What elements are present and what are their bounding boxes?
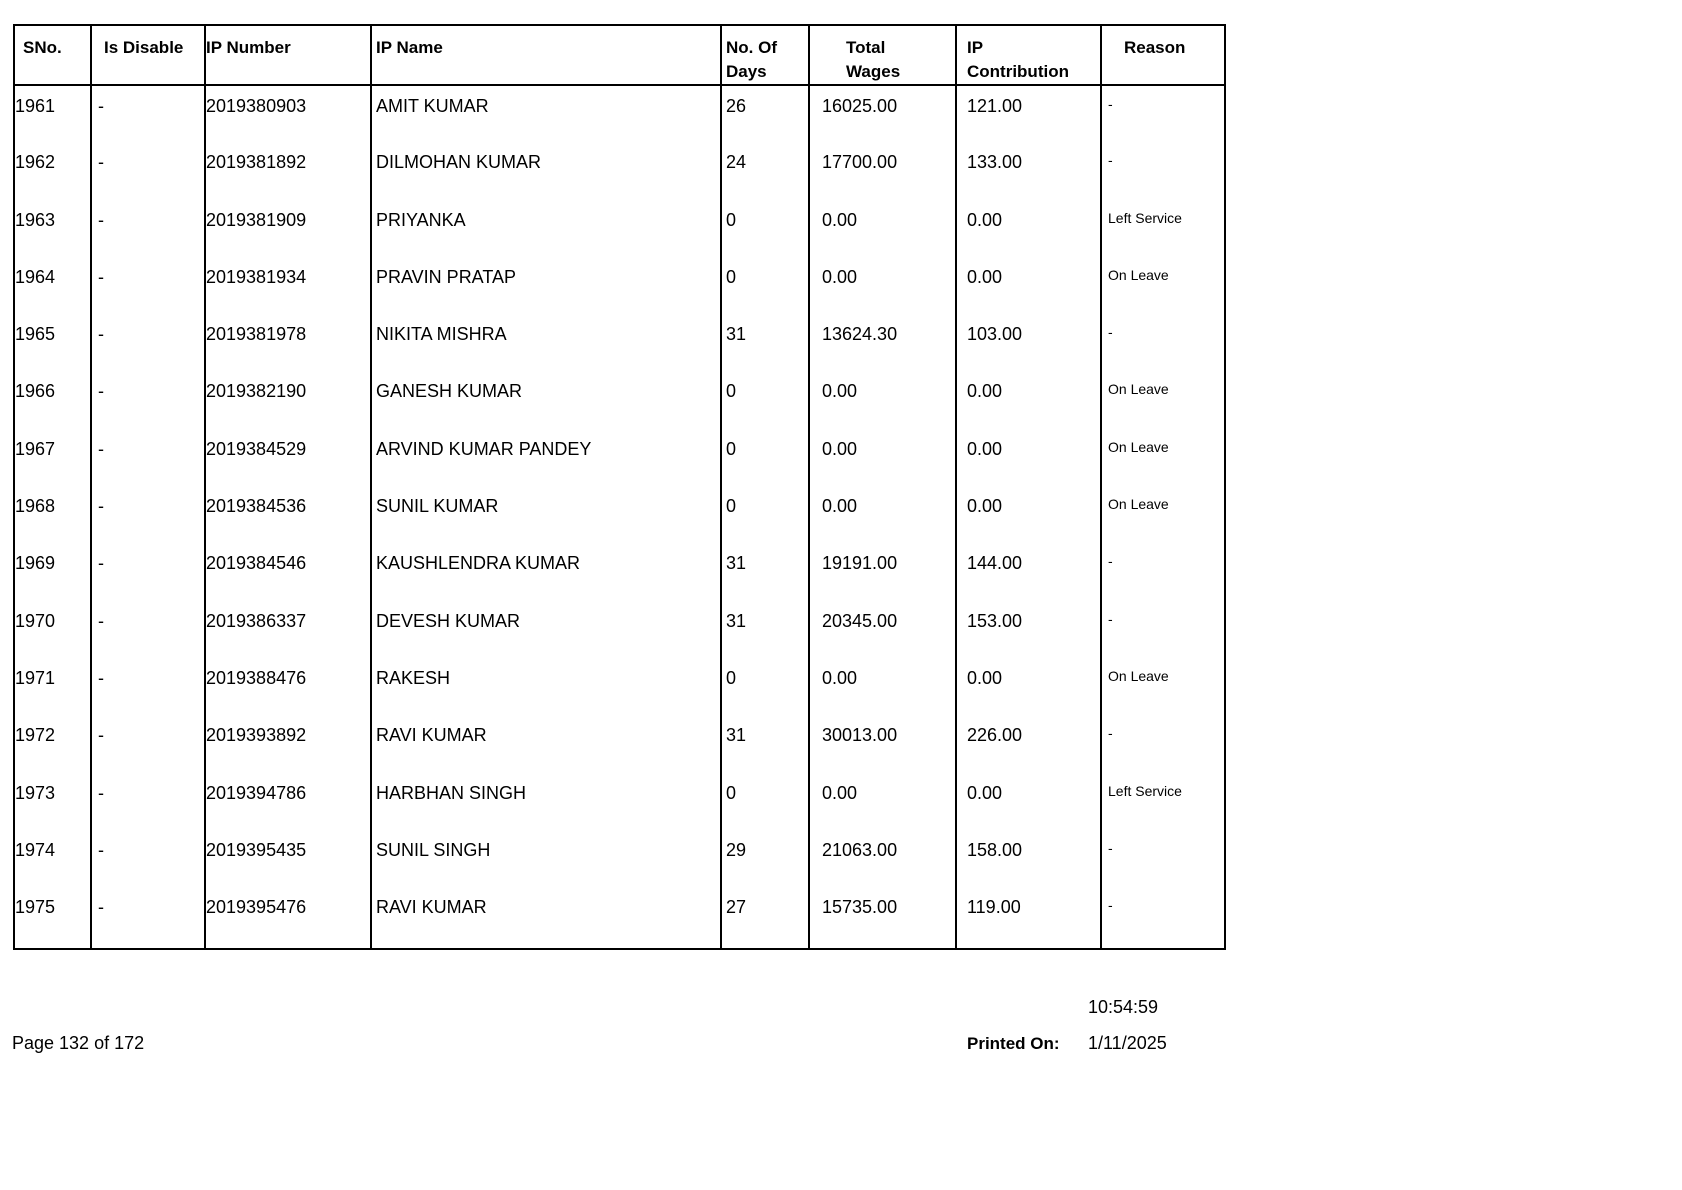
cell-ip-contribution: 0.00 [956,200,1101,257]
cell-sno: 1974 [14,830,91,887]
cell-sno: 1975 [14,887,91,949]
cell-is-disable: - [91,371,205,428]
cell-total-wages: 0.00 [809,200,956,257]
cell-no-of-days: 0 [721,486,809,543]
cell-no-of-days: 31 [721,543,809,600]
header-ip-contribution-line1: IP [967,38,984,57]
header-total-wages-line2: Wages [846,62,901,81]
cell-ip-contribution: 144.00 [956,543,1101,600]
table-header-row [14,25,1225,85]
cell-reason: Left Service [1101,200,1225,257]
cell-ip-contribution: 133.00 [956,142,1101,199]
cell-no-of-days: 0 [721,257,809,314]
cell-is-disable: - [91,486,205,543]
cell-sno: 1969 [14,543,91,600]
cell-is-disable: - [91,200,205,257]
cell-ip-name: HARBHAN SINGH [371,773,721,830]
cell-sno: 1962 [14,142,91,199]
cell-total-wages: 0.00 [809,429,956,486]
cell-total-wages: 19191.00 [809,543,956,600]
header-ip-name: IP Name [371,25,721,85]
cell-ip-name: DEVESH KUMAR [371,601,721,658]
cell-no-of-days: 26 [721,85,809,142]
cell-ip-number: 2019394786 [205,773,371,830]
cell-ip-contribution: 0.00 [956,371,1101,428]
cell-no-of-days: 31 [721,314,809,371]
table-row [14,887,1225,949]
cell-ip-contribution: 0.00 [956,486,1101,543]
cell-total-wages: 21063.00 [809,830,956,887]
cell-reason: On Leave [1101,257,1225,314]
cell-sno: 1973 [14,773,91,830]
cell-ip-number: 2019381909 [205,200,371,257]
cell-ip-contribution: 158.00 [956,830,1101,887]
cell-is-disable: - [91,543,205,600]
cell-total-wages: 13624.30 [809,314,956,371]
cell-reason: - [1101,314,1225,371]
cell-ip-name: RAVI KUMAR [371,715,721,772]
cell-total-wages: 0.00 [809,658,956,715]
header-no-of-days [721,25,809,85]
table-row [14,830,1225,887]
cell-ip-name: PRAVIN PRATAP [371,257,721,314]
cell-is-disable: - [91,85,205,142]
cell-sno: 1970 [14,601,91,658]
header-no-of-days-line2: Days [726,62,767,81]
cell-no-of-days: 0 [721,773,809,830]
cell-sno: 1971 [14,658,91,715]
cell-reason: On Leave [1101,658,1225,715]
cell-ip-name: KAUSHLENDRA KUMAR [371,543,721,600]
cell-reason: On Leave [1101,486,1225,543]
cell-reason: - [1101,830,1225,887]
header-no-of-days-line1: No. Of [726,38,777,57]
cell-ip-number: 2019393892 [205,715,371,772]
cell-sno: 1966 [14,371,91,428]
cell-reason: - [1101,543,1225,600]
cell-is-disable: - [91,429,205,486]
cell-ip-name: GANESH KUMAR [371,371,721,428]
table-body [14,85,1225,949]
cell-total-wages: 0.00 [809,371,956,428]
cell-ip-number: 2019388476 [205,658,371,715]
cell-no-of-days: 0 [721,371,809,428]
header-total-wages [809,25,956,85]
header-ip-number: IP Number [205,25,371,85]
cell-reason: - [1101,85,1225,142]
cell-sno: 1968 [14,486,91,543]
cell-ip-number: 2019381892 [205,142,371,199]
header-is-disable: Is Disable [91,25,205,85]
cell-reason: - [1101,601,1225,658]
cell-reason: - [1101,887,1225,949]
cell-ip-number: 2019381978 [205,314,371,371]
table-row [14,257,1225,314]
cell-is-disable: - [91,887,205,949]
cell-sno: 1972 [14,715,91,772]
cell-ip-name: ARVIND KUMAR PANDEY [371,429,721,486]
cell-ip-number: 2019381934 [205,257,371,314]
cell-ip-contribution: 121.00 [956,85,1101,142]
cell-ip-name: SUNIL KUMAR [371,486,721,543]
cell-ip-name: DILMOHAN KUMAR [371,142,721,199]
cell-no-of-days: 31 [721,601,809,658]
cell-is-disable: - [91,257,205,314]
cell-reason: - [1101,142,1225,199]
cell-ip-name: AMIT KUMAR [371,85,721,142]
cell-sno: 1964 [14,257,91,314]
cell-sno: 1961 [14,85,91,142]
cell-sno: 1963 [14,200,91,257]
cell-is-disable: - [91,830,205,887]
table-row [14,601,1225,658]
cell-total-wages: 30013.00 [809,715,956,772]
cell-reason: On Leave [1101,429,1225,486]
cell-ip-number: 2019384546 [205,543,371,600]
table-row [14,486,1225,543]
cell-sno: 1967 [14,429,91,486]
cell-total-wages: 17700.00 [809,142,956,199]
cell-sno: 1965 [14,314,91,371]
table-row [14,85,1225,142]
cell-ip-number: 2019382190 [205,371,371,428]
cell-total-wages: 20345.00 [809,601,956,658]
cell-ip-number: 2019386337 [205,601,371,658]
cell-ip-name: RAVI KUMAR [371,887,721,949]
cell-no-of-days: 24 [721,142,809,199]
cell-no-of-days: 31 [721,715,809,772]
cell-ip-number: 2019380903 [205,85,371,142]
cell-total-wages: 16025.00 [809,85,956,142]
cell-total-wages: 0.00 [809,257,956,314]
printed-date: 1/11/2025 [1088,1033,1167,1053]
cell-is-disable: - [91,142,205,199]
cell-reason: Left Service [1101,773,1225,830]
cell-ip-contribution: 226.00 [956,715,1101,772]
cell-reason: On Leave [1101,371,1225,428]
cell-ip-contribution: 119.00 [956,887,1101,949]
cell-is-disable: - [91,658,205,715]
cell-total-wages: 15735.00 [809,887,956,949]
table-row [14,314,1225,371]
cell-no-of-days: 27 [721,887,809,949]
cell-ip-number: 2019395435 [205,830,371,887]
printed-on-label: Printed On: [967,1034,1060,1053]
cell-is-disable: - [91,314,205,371]
cell-ip-name: PRIYANKA [371,200,721,257]
cell-ip-name: NIKITA MISHRA [371,314,721,371]
table-row [14,429,1225,486]
cell-total-wages: 0.00 [809,486,956,543]
table-row [14,715,1225,772]
cell-is-disable: - [91,715,205,772]
cell-total-wages: 0.00 [809,773,956,830]
cell-reason: - [1101,715,1225,772]
table-row [14,371,1225,428]
cell-no-of-days: 0 [721,429,809,486]
header-ip-contribution [956,25,1101,85]
table-row [14,543,1225,600]
table-row [14,773,1225,830]
cell-ip-contribution: 0.00 [956,773,1101,830]
cell-no-of-days: 29 [721,830,809,887]
cell-ip-contribution: 153.00 [956,601,1101,658]
cell-is-disable: - [91,773,205,830]
cell-no-of-days: 0 [721,658,809,715]
cell-ip-number: 2019384536 [205,486,371,543]
cell-ip-contribution: 0.00 [956,658,1101,715]
header-sno: SNo. [14,25,91,85]
cell-is-disable: - [91,601,205,658]
table-row [14,200,1225,257]
header-total-wages-line1: Total [846,38,886,57]
cell-ip-contribution: 0.00 [956,429,1101,486]
cell-ip-contribution: 103.00 [956,314,1101,371]
printed-time: 10:54:59 [1088,997,1159,1017]
cell-no-of-days: 0 [721,200,809,257]
table-row [14,658,1225,715]
cell-ip-number: 2019395476 [205,887,371,949]
cell-ip-contribution: 0.00 [956,257,1101,314]
header-reason: Reason [1101,25,1225,85]
cell-ip-name: SUNIL SINGH [371,830,721,887]
header-ip-contribution-line2: Contribution [967,62,1069,81]
page-number: Page 132 of 172 [12,1033,145,1053]
cell-ip-number: 2019384529 [205,429,371,486]
cell-ip-name: RAKESH [371,658,721,715]
table-row [14,142,1225,199]
contribution-table [13,24,1226,950]
